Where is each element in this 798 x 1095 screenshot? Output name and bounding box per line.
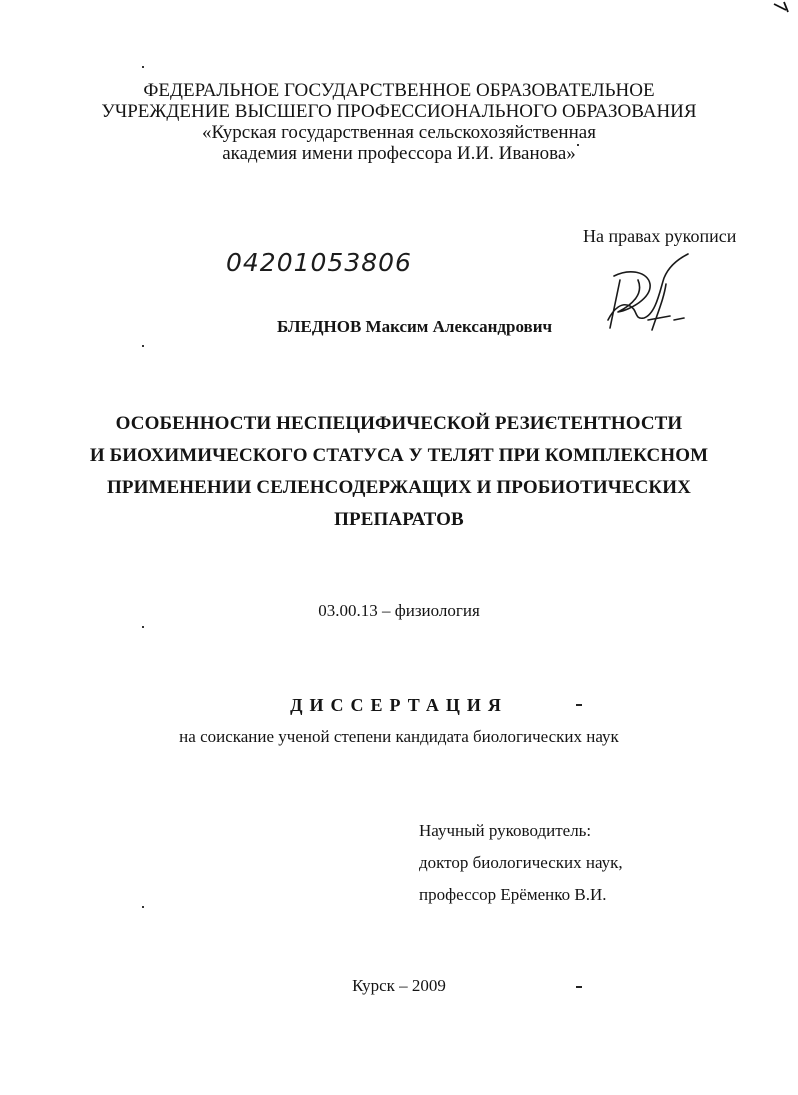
- institution-line-1: ФЕДЕРАЛЬНОЕ ГОСУДАРСТВЕННОЕ ОБРАЗОВАТЕЛЬНОЕ: [143, 80, 655, 101]
- manuscript-note: На правах рукописи: [583, 226, 737, 246]
- scan-speck: [142, 906, 144, 908]
- specialty: 03.00.13 – физиология: [318, 601, 480, 620]
- scan-speck: [142, 345, 144, 347]
- title-line-2: И БИОХИМИЧЕСКОГО СТАТУСА У ТЕЛЯТ ПРИ КОМПЛЕКСНОМ: [89, 445, 709, 466]
- institution-line-3: «Курская государственная сельскохозяйственная: [202, 122, 596, 143]
- title-line-4: ПРЕПАРАТОВ: [334, 509, 464, 530]
- supervisor-name: профессор Ерёменко В.И.: [419, 885, 607, 904]
- scan-speck: [577, 144, 579, 146]
- document-type: ДИССЕРТАЦИЯ: [290, 695, 508, 715]
- scan-mark: [576, 986, 582, 988]
- corner-mark-icon: [772, 0, 792, 14]
- supervisor-degree: доктор биологических наук,: [419, 853, 623, 872]
- scan-speck: [142, 626, 144, 628]
- scan-mark: [576, 704, 582, 706]
- author-name: БЛЕДНОВ Максим Александрович: [277, 317, 553, 336]
- title-line-3: ПРИМЕНЕНИИ СЕЛЕНСОДЕРЖАЩИХ И ПРОБИОТИЧЕСКИХ: [107, 477, 691, 498]
- place-year: Курск – 2009: [352, 976, 446, 995]
- institution-line-4: академия имени профессора И.И. Иванова»: [222, 143, 576, 164]
- signature: [600, 250, 712, 336]
- institution-line-2: УЧРЕЖДЕНИЕ ВЫСШЕГО ПРОФЕССИОНАЛЬНОГО ОБРАЗОВАНИЯ: [101, 101, 697, 122]
- handwritten-registration-number: 04201053806: [226, 248, 412, 277]
- degree-statement: на соискание ученой степени кандидата биологических наук: [179, 727, 619, 746]
- scan-speck: [142, 66, 144, 68]
- title-line-1: ОСОБЕННОСТИ НЕСПЕЦИФИЧЕСКОЙ РЕЗИЄТЕНТНОСТИ: [115, 413, 683, 434]
- supervisor-label: Научный руководитель:: [419, 821, 592, 840]
